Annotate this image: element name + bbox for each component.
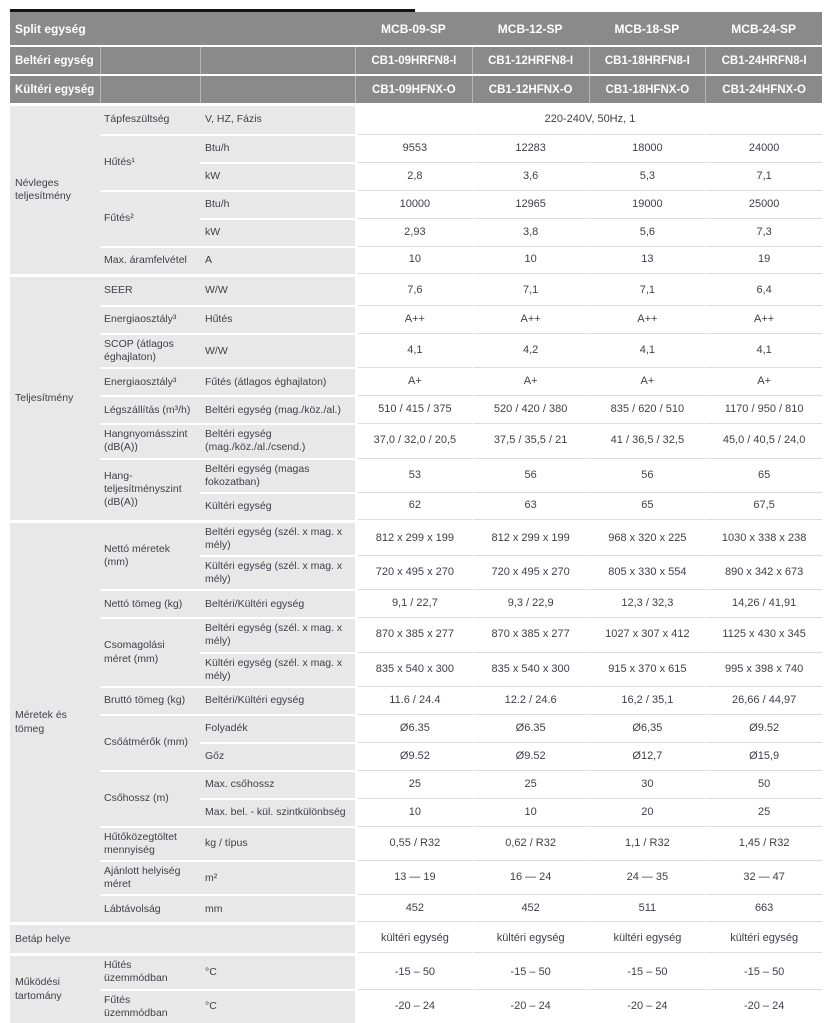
section-teljes-tm-ny bbox=[10, 277, 822, 520]
row-group-label: Légszállítás (m³/h) bbox=[100, 395, 200, 423]
value-cell: 63 bbox=[473, 492, 589, 520]
value-cell: 720 x 495 x 270 bbox=[358, 555, 472, 589]
value-cell: -20 – 24 bbox=[358, 989, 472, 1023]
header-spacer bbox=[200, 47, 355, 74]
value-cell: 9553 bbox=[358, 134, 472, 162]
span-value-cell: 220-240V, 50Hz, 1 bbox=[358, 106, 822, 134]
value-cell: 19 bbox=[706, 246, 822, 274]
value-cell: 10 bbox=[358, 798, 472, 826]
row-detail-label: Hűtés bbox=[200, 305, 355, 333]
section-label: Teljesítmény bbox=[10, 277, 100, 520]
value-cell: A++ bbox=[590, 305, 706, 333]
value-cell: 65 bbox=[706, 458, 822, 492]
row-group-label: Hangnyomásszint (dB(A)) bbox=[100, 423, 200, 457]
row-group-label: Tápfeszültség bbox=[100, 106, 200, 134]
header-row-label: Beltéri egység bbox=[15, 54, 94, 67]
value-cell: -15 – 50 bbox=[358, 956, 472, 988]
model-cell: CB1-12HFNX-O bbox=[472, 76, 589, 103]
row-group-label: Hűtőközegtöltet mennyiség bbox=[100, 826, 200, 860]
header-row-label: Kültéri egység bbox=[15, 83, 95, 96]
value-cell: 968 x 320 x 225 bbox=[590, 523, 706, 555]
value-cell: 995 x 398 x 740 bbox=[706, 652, 822, 686]
model-cell: CB1-18HRFN8-I bbox=[589, 47, 706, 74]
value-cell: A+ bbox=[358, 367, 472, 395]
row-group-label: Ajánlott helyiség méret bbox=[100, 860, 200, 894]
header-spacer bbox=[200, 12, 355, 45]
header-spacer bbox=[200, 76, 355, 103]
value-cell: 9,3 / 22,9 bbox=[473, 589, 589, 617]
value-cell: 4,1 bbox=[706, 333, 822, 367]
value-cell: 11.6 / 24.4 bbox=[358, 686, 472, 714]
row-detail-label: Beltéri/Kültéri egység bbox=[200, 589, 355, 617]
header-row bbox=[10, 12, 822, 45]
row-detail-label: °C bbox=[200, 989, 355, 1023]
value-cell: 835 / 620 / 510 bbox=[590, 395, 706, 423]
value-cell: Ø15,9 bbox=[706, 742, 822, 770]
row-group-label: Max. áramfelvétel bbox=[100, 246, 200, 274]
header-row bbox=[10, 47, 822, 74]
value-cell: 32 — 47 bbox=[706, 860, 822, 894]
value-cell: 62 bbox=[358, 492, 472, 520]
row-group-label: Csőátmérők (mm) bbox=[100, 714, 200, 770]
value-cell: 12,3 / 32,3 bbox=[590, 589, 706, 617]
row-detail-label: mm bbox=[200, 894, 355, 922]
value-cell: 19000 bbox=[590, 190, 706, 218]
model-cell: MCB-24-SP bbox=[731, 21, 796, 36]
row-group-label: Nettó tömeg (kg) bbox=[100, 589, 200, 617]
header-spacer bbox=[100, 76, 200, 103]
value-cell: 56 bbox=[590, 458, 706, 492]
spec-table-header bbox=[10, 12, 822, 103]
row-detail-label: °C bbox=[200, 956, 355, 988]
value-cell: 1,1 / R32 bbox=[590, 826, 706, 860]
value-cell: kültéri egység bbox=[590, 925, 706, 953]
model-cell: CB1-12HRFN8-I bbox=[472, 47, 589, 74]
spec-table-body bbox=[10, 106, 822, 1023]
value-cell: 7,1 bbox=[706, 162, 822, 190]
value-cell: -20 – 24 bbox=[473, 989, 589, 1023]
value-cell: 13 — 19 bbox=[358, 860, 472, 894]
value-cell: 10 bbox=[358, 246, 472, 274]
value-cell: 24 — 35 bbox=[590, 860, 706, 894]
row-detail-label: kW bbox=[200, 218, 355, 246]
value-cell: 9,1 / 22,7 bbox=[358, 589, 472, 617]
value-cell: Ø9.52 bbox=[473, 742, 589, 770]
model-cell: MCB-18-SP bbox=[614, 21, 680, 36]
section-label: Működési tartomány bbox=[10, 956, 100, 1023]
value-cell: -20 – 24 bbox=[590, 989, 706, 1023]
value-cell: A++ bbox=[706, 305, 822, 333]
row-detail-label: Kültéri egység (szél. x mag. x mély) bbox=[200, 555, 355, 589]
row-detail-label: Folyadék bbox=[200, 714, 355, 742]
row-group-label: Fűtés üzemmódban bbox=[100, 989, 200, 1023]
row-detail-label: Beltéri egység (mag./köz./al.) bbox=[200, 395, 355, 423]
row-detail-label: Kültéri egység bbox=[200, 492, 355, 520]
row-detail-label: Kültéri egység (szél. x mag. x mély) bbox=[200, 652, 355, 686]
row-detail-label: m² bbox=[200, 860, 355, 894]
value-cell: -15 – 50 bbox=[590, 956, 706, 988]
value-cell: -15 – 50 bbox=[473, 956, 589, 988]
value-cell: 3,8 bbox=[473, 218, 589, 246]
value-cell: 25 bbox=[473, 770, 589, 798]
value-cell: 835 x 540 x 300 bbox=[473, 652, 589, 686]
value-cell: 12965 bbox=[473, 190, 589, 218]
header-spacer bbox=[100, 47, 200, 74]
value-cell: 1,45 / R32 bbox=[706, 826, 822, 860]
value-cell: 16,2 / 35,1 bbox=[590, 686, 706, 714]
value-cell: 7,6 bbox=[358, 277, 472, 305]
row-group-label: SEER bbox=[100, 277, 200, 305]
value-cell: 720 x 495 x 270 bbox=[473, 555, 589, 589]
value-cell: 25000 bbox=[706, 190, 822, 218]
value-cell: 26,66 / 44,97 bbox=[706, 686, 822, 714]
value-cell: 50 bbox=[706, 770, 822, 798]
model-cell: CB1-09HRFN8-I bbox=[355, 47, 472, 74]
section-label: Névleges teljesítmény bbox=[10, 106, 100, 274]
value-cell: Ø6,35 bbox=[590, 714, 706, 742]
value-cell: 41 / 36,5 / 32,5 bbox=[590, 423, 706, 457]
value-cell: 37,0 / 32,0 / 20,5 bbox=[358, 423, 472, 457]
value-cell: 812 x 299 x 199 bbox=[473, 523, 589, 555]
row-group-label: Fűtés² bbox=[100, 190, 200, 246]
value-cell: 10 bbox=[473, 246, 589, 274]
row-detail-label: V, HZ, Fázis bbox=[200, 106, 355, 134]
row-detail-label: Beltéri egység (szél. x mag. x mély) bbox=[200, 617, 355, 651]
value-cell: A++ bbox=[358, 305, 472, 333]
value-cell: 890 x 342 x 673 bbox=[706, 555, 822, 589]
value-cell: 10 bbox=[473, 798, 589, 826]
row-detail-label: W/W bbox=[200, 333, 355, 367]
value-cell: 0,62 / R32 bbox=[473, 826, 589, 860]
value-cell: 14,26 / 41,91 bbox=[706, 589, 822, 617]
row-detail-label: Btu/h bbox=[200, 134, 355, 162]
header-spacer bbox=[100, 12, 200, 45]
section-bet-p-helye bbox=[10, 925, 822, 953]
value-cell: 1125 x 430 x 345 bbox=[706, 617, 822, 651]
value-cell: -20 – 24 bbox=[706, 989, 822, 1023]
row-group-label: Csomagolási méret (mm) bbox=[100, 617, 200, 686]
value-cell: 20 bbox=[590, 798, 706, 826]
value-cell: kültéri egység bbox=[473, 925, 589, 953]
value-cell: 10000 bbox=[358, 190, 472, 218]
value-cell: 65 bbox=[590, 492, 706, 520]
value-cell: 1027 x 307 x 412 bbox=[590, 617, 706, 651]
row-detail-label: kW bbox=[200, 162, 355, 190]
row-group-label: Hűtés¹ bbox=[100, 134, 200, 190]
value-cell: Ø6.35 bbox=[358, 714, 472, 742]
value-cell: -15 – 50 bbox=[706, 956, 822, 988]
row-detail-label: Gőz bbox=[200, 742, 355, 770]
section-m-retek-s-t-meg bbox=[10, 523, 822, 923]
value-cell: 2,8 bbox=[358, 162, 472, 190]
row-detail-label: Beltéri egység (magas fokozatban) bbox=[200, 458, 355, 492]
value-cell: 452 bbox=[473, 894, 589, 922]
value-cell: 13 bbox=[590, 246, 706, 274]
value-cell: 4,1 bbox=[358, 333, 472, 367]
value-cell: 870 x 385 x 277 bbox=[358, 617, 472, 651]
value-cell: Ø6.35 bbox=[473, 714, 589, 742]
value-cell: 663 bbox=[706, 894, 822, 922]
value-cell: 510 / 415 / 375 bbox=[358, 395, 472, 423]
value-cell: Ø9.52 bbox=[358, 742, 472, 770]
row-detail-label: kg / típus bbox=[200, 826, 355, 860]
value-cell: A++ bbox=[473, 305, 589, 333]
value-cell: 870 x 385 x 277 bbox=[473, 617, 589, 651]
row-detail-label: Btu/h bbox=[200, 190, 355, 218]
value-cell: 1030 x 338 x 238 bbox=[706, 523, 822, 555]
value-cell: 67,5 bbox=[706, 492, 822, 520]
model-cell: CB1-09HFNX-O bbox=[355, 76, 472, 103]
value-cell: A+ bbox=[473, 367, 589, 395]
row-group-label: Energiaosztály³ bbox=[100, 367, 200, 395]
row-group-label: SCOP (átlagos éghajlaton) bbox=[100, 333, 200, 367]
value-cell: 53 bbox=[358, 458, 472, 492]
value-cell: 915 x 370 x 615 bbox=[590, 652, 706, 686]
value-cell: 37,5 / 35,5 / 21 bbox=[473, 423, 589, 457]
value-cell: kültéri egység bbox=[706, 925, 822, 953]
row-detail-label: Fűtés (átlagos éghajlaton) bbox=[200, 367, 355, 395]
model-cell: MCB-09-SP bbox=[381, 21, 446, 36]
value-cell: 25 bbox=[358, 770, 472, 798]
value-cell: 5,3 bbox=[590, 162, 706, 190]
value-cell: 18000 bbox=[590, 134, 706, 162]
header-row-label: Split egység bbox=[15, 21, 86, 36]
value-cell: 3,6 bbox=[473, 162, 589, 190]
model-cell: MCB-12-SP bbox=[497, 21, 563, 36]
value-cell: 16 — 24 bbox=[473, 860, 589, 894]
section-n-vleges-teljes-tm-ny bbox=[10, 106, 822, 274]
row-detail-label: Beltéri egység (mag./köz./al./csend.) bbox=[200, 423, 355, 457]
value-cell: 5,6 bbox=[590, 218, 706, 246]
row-group-label: Energiaosztály³ bbox=[100, 305, 200, 333]
value-cell: 24000 bbox=[706, 134, 822, 162]
model-cell: CB1-24HFNX-O bbox=[705, 76, 822, 103]
value-cell: Ø12,7 bbox=[590, 742, 706, 770]
row-group-label: Lábtávolság bbox=[100, 894, 200, 922]
value-cell: 4,2 bbox=[473, 333, 589, 367]
row-group-label: Csőhossz (m) bbox=[100, 770, 200, 826]
value-cell: 520 / 420 / 380 bbox=[473, 395, 589, 423]
value-cell: 30 bbox=[590, 770, 706, 798]
row-detail-label: Max. bel. - kül. szintkülönbség bbox=[200, 798, 355, 826]
row-group-label: Hang-teljesítményszint (dB(A)) bbox=[100, 458, 200, 520]
value-cell: 2,93 bbox=[358, 218, 472, 246]
section-label: Betáp helye bbox=[10, 925, 355, 953]
value-cell: A+ bbox=[590, 367, 706, 395]
value-cell: Ø9.52 bbox=[706, 714, 822, 742]
value-cell: 4,1 bbox=[590, 333, 706, 367]
model-cell: CB1-24HRFN8-I bbox=[705, 47, 822, 74]
value-cell: 7,1 bbox=[590, 277, 706, 305]
row-detail-label: W/W bbox=[200, 277, 355, 305]
value-cell: 7,3 bbox=[706, 218, 822, 246]
value-cell: 7,1 bbox=[473, 277, 589, 305]
value-cell: 25 bbox=[706, 798, 822, 826]
model-cell: CB1-18HFNX-O bbox=[589, 76, 706, 103]
row-detail-label: Beltéri egység (szél. x mag. x mély) bbox=[200, 523, 355, 555]
value-cell: 56 bbox=[473, 458, 589, 492]
row-detail-label: Max. csőhossz bbox=[200, 770, 355, 798]
value-cell: kültéri egység bbox=[358, 925, 472, 953]
value-cell: 812 x 299 x 199 bbox=[358, 523, 472, 555]
section-label: Méretek és tömeg bbox=[10, 523, 100, 923]
row-group-label: Hűtés üzemmódban bbox=[100, 956, 200, 988]
value-cell: 6,4 bbox=[706, 277, 822, 305]
value-cell: 45,0 / 40,5 / 24,0 bbox=[706, 423, 822, 457]
value-cell: 12.2 / 24.6 bbox=[473, 686, 589, 714]
value-cell: 835 x 540 x 300 bbox=[358, 652, 472, 686]
row-detail-label: Beltéri/Kültéri egység bbox=[200, 686, 355, 714]
value-cell: 12283 bbox=[473, 134, 589, 162]
value-cell: A+ bbox=[706, 367, 822, 395]
value-cell: 1170 / 950 / 810 bbox=[706, 395, 822, 423]
value-cell: 0,55 / R32 bbox=[358, 826, 472, 860]
value-cell: 805 x 330 x 554 bbox=[590, 555, 706, 589]
row-detail-label: A bbox=[200, 246, 355, 274]
row-group-label: Bruttó tömeg (kg) bbox=[100, 686, 200, 714]
header-row bbox=[10, 76, 822, 103]
value-cell: 452 bbox=[358, 894, 472, 922]
row-group-label: Nettó méretek (mm) bbox=[100, 523, 200, 590]
section-m-k-d-si-tartom-ny bbox=[10, 956, 822, 1023]
value-cell: 511 bbox=[590, 894, 706, 922]
